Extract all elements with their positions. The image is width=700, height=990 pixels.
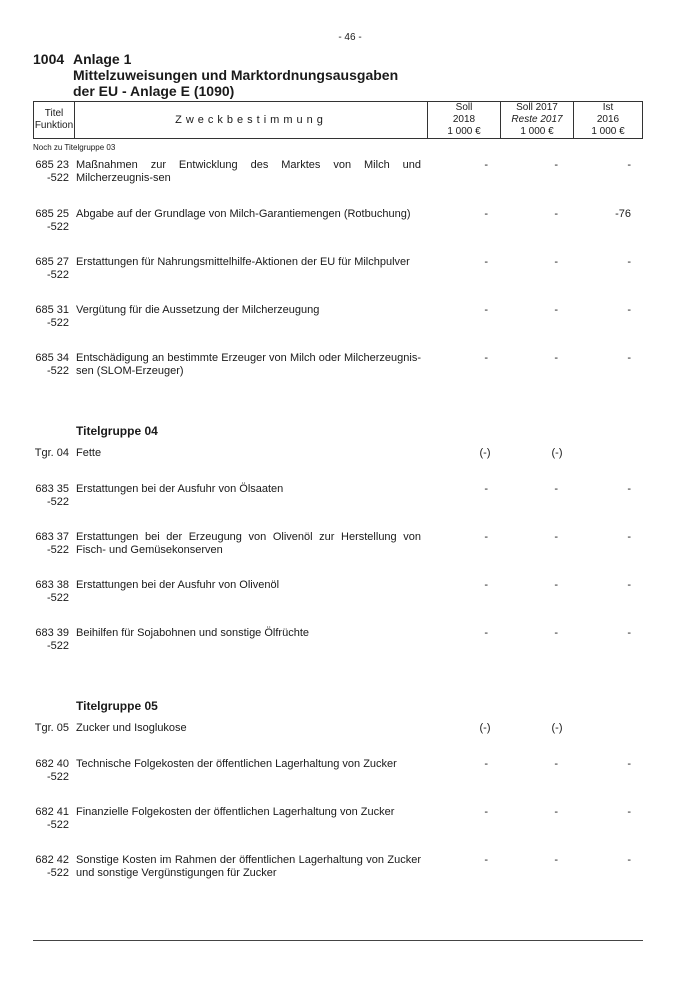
title-code: 683 38 -522 — [35, 579, 69, 604]
purpose-text: Erstattungen für Nahrungsmittelhilfe-Aktionen der EU für Milchpulver — [76, 256, 410, 268]
value-soll-2018: - — [484, 854, 488, 866]
value-soll-2018: - — [484, 627, 488, 639]
purpose-text: Erstattungen bei der Erzeugung von Olivenöl zur Herstellung von Fisch- und Gemüsekonserven — [76, 531, 421, 556]
header-unit: 1 000 € — [591, 126, 625, 137]
title-line-2: Mittelzuweisungen und Marktordnungsausgaben — [73, 67, 399, 83]
header-ist-label: Ist — [602, 102, 614, 113]
table-row — [33, 352, 643, 382]
title-code: 685 27 -522 — [35, 256, 69, 281]
purpose-text: Maßnahmen zur Entwicklung des Marktes von Milch und Milcherzeugnis-sen — [76, 159, 421, 184]
header-reste-2017: Reste 2017 — [511, 114, 563, 125]
header-year-2018: 2018 — [452, 114, 476, 125]
header-title-function — [34, 102, 75, 139]
group-heading-04: Titelgruppe 04 — [76, 424, 158, 438]
value-soll-2017: - — [554, 806, 558, 818]
header-soll-2018 — [428, 102, 501, 139]
group-text: Zucker und Isoglukose — [76, 722, 187, 734]
purpose-text: Erstattungen bei der Ausfuhr von Ölsaaten — [76, 483, 284, 495]
purpose-text: Erstattungen bei der Ausfuhr von Olivenöl — [76, 579, 280, 591]
value-soll-2017: - — [554, 208, 558, 220]
value-soll-2017: - — [554, 758, 558, 770]
title-line-3: der EU - Anlage E (1090) — [73, 83, 235, 99]
value-soll-2018: - — [484, 256, 488, 268]
value-soll-2018: - — [484, 304, 488, 316]
value-soll-2017: - — [554, 304, 558, 316]
section-number: 1004 — [33, 51, 65, 67]
value-ist-2016: - — [627, 352, 631, 364]
value-soll-2018: (-) — [479, 447, 491, 459]
value-soll-2017: - — [554, 531, 558, 543]
table-row — [33, 208, 643, 238]
table-row — [33, 854, 643, 884]
purpose-text: Finanzielle Folgekosten der öffentlichen Lagerhaltung von Zucker — [76, 806, 395, 818]
value-ist-2016: -76 — [615, 208, 631, 220]
value-soll-2017: (-) — [551, 447, 563, 459]
header-soll-2017 — [501, 102, 574, 139]
group-code: Tgr. 05 — [34, 722, 69, 734]
table-row — [33, 304, 643, 334]
table-header — [33, 101, 643, 139]
table-row — [33, 483, 643, 513]
value-soll-2018: (-) — [479, 722, 491, 734]
header-unit: 1 000 € — [520, 126, 554, 137]
document-header — [33, 51, 398, 99]
value-ist-2016: - — [627, 806, 631, 818]
title-code: 682 41 -522 — [35, 806, 69, 831]
header-year-2016: 2016 — [596, 114, 620, 125]
purpose-text: Beihilfen für Sojabohnen und sonstige Ölfrüchte — [76, 627, 309, 639]
title-code: 683 35 -522 — [35, 483, 69, 508]
title-code: 683 37 -522 — [35, 531, 69, 556]
annex-title: Anlage 1 — [73, 51, 132, 67]
value-soll-2018: - — [484, 208, 488, 220]
value-soll-2018: - — [484, 579, 488, 591]
value-ist-2016: - — [627, 579, 631, 591]
table-row — [33, 531, 643, 561]
purpose-text: Vergütung für die Aussetzung der Milcherzeugung — [76, 304, 320, 316]
table-row — [33, 256, 643, 286]
value-ist-2016: - — [627, 854, 631, 866]
page-number: - 46 - — [338, 32, 362, 43]
value-ist-2016: - — [627, 531, 631, 543]
value-ist-2016: - — [627, 758, 631, 770]
value-soll-2017: - — [554, 627, 558, 639]
group-summary-row — [33, 447, 643, 477]
header-soll-label: Soll — [455, 102, 473, 113]
title-code: 685 25 -522 — [35, 208, 69, 233]
group-summary-row — [33, 722, 643, 752]
header-title-label: Titel — [44, 108, 64, 119]
title-code: 682 40 -522 — [35, 758, 69, 783]
header-unit: 1 000 € — [447, 126, 481, 137]
table-row — [33, 806, 643, 836]
value-soll-2017: - — [554, 352, 558, 364]
value-soll-2017: - — [554, 159, 558, 171]
table-row — [33, 159, 643, 189]
value-soll-2018: - — [484, 483, 488, 495]
value-ist-2016: - — [627, 304, 631, 316]
value-soll-2018: - — [484, 352, 488, 364]
title-code: 685 23 -522 — [35, 159, 69, 184]
purpose-text: Abgabe auf der Grundlage von Milch-Garantiemengen (Rotbuchung) — [76, 208, 411, 220]
purpose-text: Sonstige Kosten im Rahmen der öffentlichen Lagerhaltung von Zucker und sonstige Vergünstigungen für Zucker — [76, 854, 421, 879]
table-row — [33, 579, 643, 609]
value-ist-2016: - — [627, 627, 631, 639]
table-row — [33, 758, 643, 788]
title-code: 685 34 -522 — [35, 352, 69, 377]
purpose-text: Entschädigung an bestimmte Erzeuger von Milch oder Milcherzeugnis-sen (SLOM-Erzeuger) — [76, 352, 421, 377]
table-row — [33, 627, 643, 657]
header-ist-2016 — [574, 102, 643, 139]
purpose-text: Technische Folgekosten der öffentlichen Lagerhaltung von Zucker — [76, 758, 397, 770]
value-ist-2016: - — [627, 483, 631, 495]
header-function-label: Funktion — [34, 120, 74, 131]
footer-divider — [33, 940, 643, 941]
value-soll-2017: (-) — [551, 722, 563, 734]
value-soll-2018: - — [484, 758, 488, 770]
title-code: 685 31 -522 — [35, 304, 69, 329]
value-soll-2017: - — [554, 483, 558, 495]
header-soll-2017-label: Soll 2017 — [516, 102, 558, 113]
value-soll-2018: - — [484, 531, 488, 543]
continuation-note: Noch zu Titelgruppe 03 — [33, 143, 116, 152]
group-heading-05: Titelgruppe 05 — [76, 699, 158, 713]
value-soll-2017: - — [554, 256, 558, 268]
header-purpose: Zweckbestimmung — [75, 102, 428, 139]
title-code: 682 42 -522 — [35, 854, 69, 879]
group-code: Tgr. 04 — [34, 447, 69, 459]
value-ist-2016: - — [627, 256, 631, 268]
value-soll-2018: - — [484, 159, 488, 171]
title-code: 683 39 -522 — [35, 627, 69, 652]
value-ist-2016: - — [627, 159, 631, 171]
group-text: Fette — [76, 447, 102, 459]
value-soll-2017: - — [554, 854, 558, 866]
value-soll-2017: - — [554, 579, 558, 591]
value-soll-2018: - — [484, 806, 488, 818]
